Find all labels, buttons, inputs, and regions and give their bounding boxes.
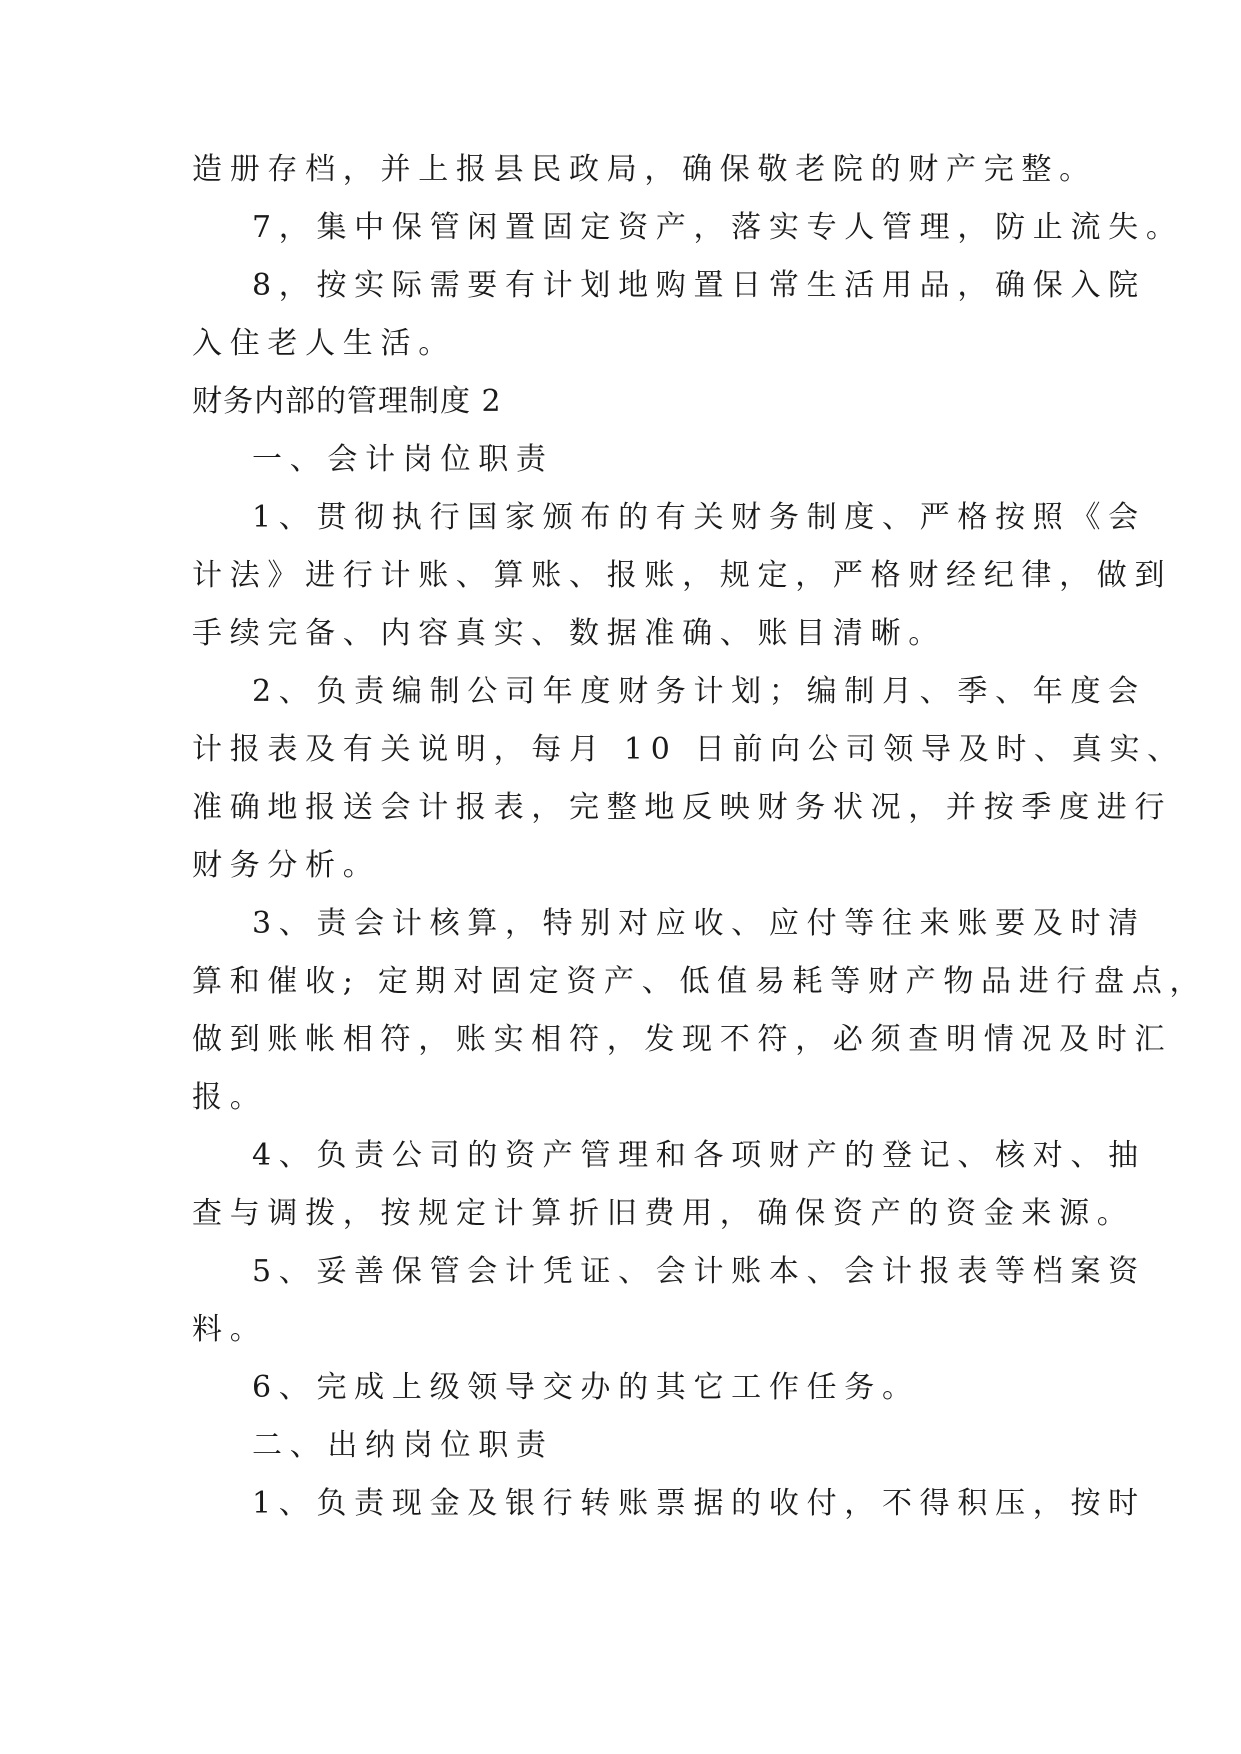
paragraph-line: 造册存档，并上报县民政局，确保敬老院的财产完整。 bbox=[192, 152, 1097, 187]
paragraph-line: 做到账帐相符，账实相符，发现不符，必须查明情况及时汇 bbox=[192, 1022, 1173, 1057]
paragraph-line: 计法》进行计账、算账、报账，规定，严格财经纪律，做到 bbox=[192, 558, 1173, 593]
paragraph-line: 1、贯彻执行国家颁布的有关财务制度、严格按照《会 bbox=[252, 500, 1146, 535]
paragraph-line: 6、完成上级领导交办的其它工作任务。 bbox=[252, 1370, 920, 1405]
paragraph-line: 4、负责公司的资产管理和各项财产的登记、核对、抽 bbox=[252, 1138, 1146, 1173]
paragraph-line: 财务分析。 bbox=[192, 848, 381, 883]
paragraph-line: 手续完备、内容真实、数据准确、账目清晰。 bbox=[192, 616, 946, 651]
section-heading: 一、会计岗位职责 bbox=[252, 442, 554, 477]
paragraph-line: 1、负责现金及银行转账票据的收付，不得积压，按时 bbox=[252, 1486, 1146, 1521]
paragraph-line: 查与调拨，按规定计算折旧费用，确保资产的资金来源。 bbox=[192, 1196, 1135, 1231]
section-heading: 二、出纳岗位职责 bbox=[252, 1428, 554, 1463]
paragraph-line: 报。 bbox=[192, 1080, 268, 1115]
paragraph-line: 入住老人生活。 bbox=[192, 326, 456, 361]
section-title: 财务内部的管理制度 2 bbox=[192, 384, 502, 419]
paragraph-line: 计报表及有关说明，每月 10 日前向公司领导及时、真实、 bbox=[192, 732, 1185, 767]
paragraph-line: 料。 bbox=[192, 1312, 268, 1347]
paragraph-line: 5、妥善保管会计凭证、会计账本、会计报表等档案资 bbox=[252, 1254, 1146, 1289]
paragraph-line: 3、责会计核算，特别对应收、应付等往来账要及时清 bbox=[252, 906, 1146, 941]
paragraph-line: 准确地报送会计报表，完整地反映财务状况，并按季度进行 bbox=[192, 790, 1173, 825]
paragraph-line: 算和催收; 定期对固定资产、低值易耗等财产物品进行盘点， bbox=[192, 964, 1208, 999]
paragraph-line: 8，按实际需要有计划地购置日常生活用品，确保入院 bbox=[252, 268, 1146, 303]
paragraph-line: 7，集中保管闲置固定资产，落实专人管理，防止流失。 bbox=[252, 210, 1184, 245]
paragraph-line: 2、负责编制公司年度财务计划；编制月、季、年度会 bbox=[252, 674, 1146, 709]
